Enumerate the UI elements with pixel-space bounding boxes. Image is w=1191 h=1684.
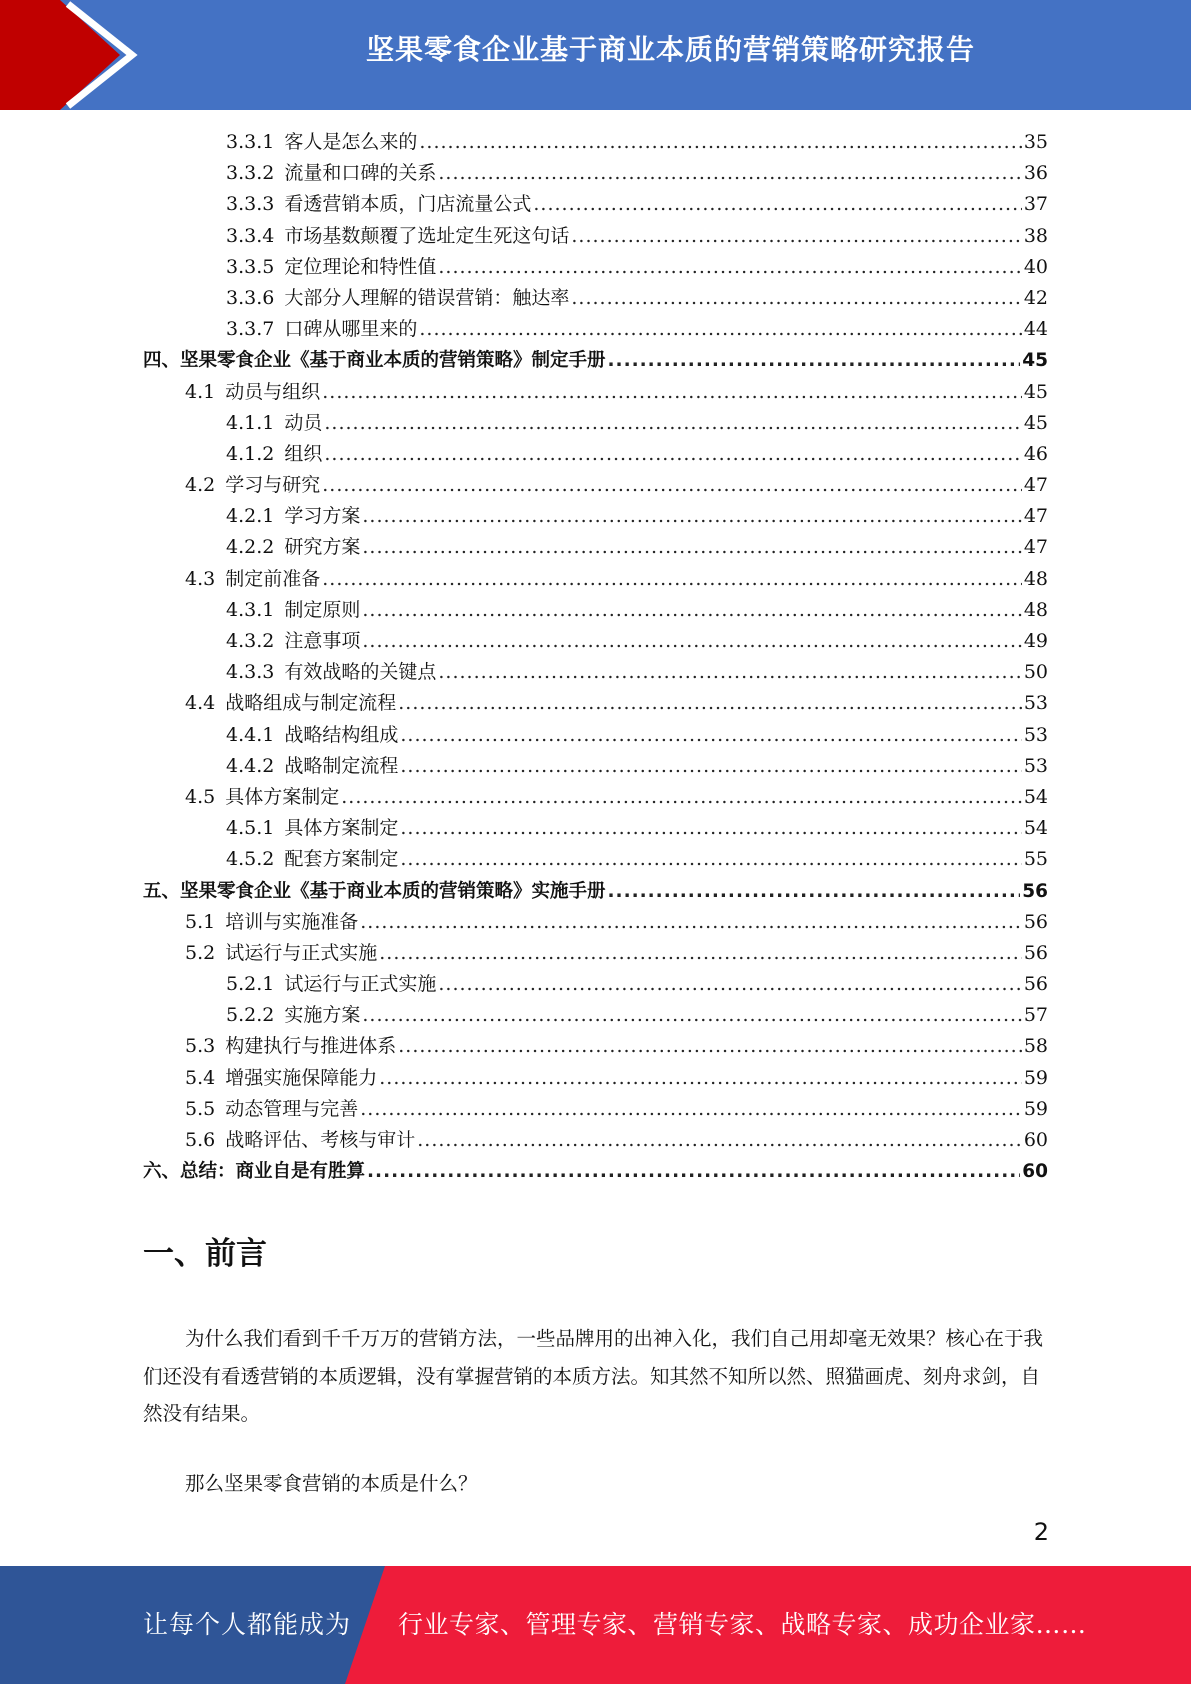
toc-entry-number: 3.3.2 [226, 162, 275, 185]
toc-entry-page: 36 [1023, 162, 1048, 185]
toc-entry-page: 50 [1023, 661, 1048, 684]
toc-entry-number: 4.4 [185, 692, 216, 715]
body-paragraph: 为什么我们看到千千万万的营销方法，一些品牌用的出神入化，我们自己用却毫无效果？核心在于我们还没有看透营销的本质逻辑，没有掌握营销的本质方法。知其然不知所以然、照猫画虎、刻舟求剑，自然没有结果。 [143, 1327, 1044, 1425]
toc-entry-page: 60 [1023, 1129, 1048, 1151]
toc-entry[interactable] [143, 720, 1048, 751]
toc-entry[interactable] [143, 221, 1048, 252]
toc-entry-title: 流量和口碑的关系 [284, 162, 437, 185]
toc-entry-title: 六、总结：商业自是有胜算 [143, 1161, 366, 1183]
toc-entry-title: 实施方案 [284, 1004, 361, 1027]
table-of-contents [143, 127, 1048, 1187]
toc-entry-number: 5.5 [185, 1097, 216, 1120]
toc-entry-number: 4.2.2 [226, 536, 275, 559]
toc-entry-number: 5.1 [185, 910, 216, 933]
toc-entry[interactable] [143, 501, 1048, 532]
toc-entry[interactable] [143, 408, 1048, 439]
toc-entry-page: 40 [1023, 255, 1048, 278]
toc-entry-title: 口碑从哪里来的 [284, 318, 418, 341]
toc-entry-title: 大部分人理解的错误营销：触达率 [284, 286, 570, 309]
toc-entry-number: 3.3.3 [226, 193, 275, 216]
toc-entry[interactable] [143, 1063, 1048, 1094]
toc-entry-title: 四、坚果零食企业《基于商业本质的营销策略》制定手册 [143, 350, 606, 372]
toc-entry[interactable] [143, 158, 1048, 189]
toc-dot-leader [438, 969, 1021, 1000]
toc-entry-number: 5.2 [185, 941, 216, 964]
toc-entry-page: 53 [1023, 754, 1048, 777]
toc-entry-title: 注意事项 [284, 630, 361, 652]
toc-entry-number: 4.4.2 [226, 754, 275, 777]
toc-entry-page: 45 [1023, 411, 1048, 434]
toc-entry[interactable] [143, 969, 1048, 1000]
toc-entry-number: 5.2.1 [226, 973, 275, 996]
toc-dot-leader [438, 252, 1021, 283]
toc-entry-page: 44 [1023, 318, 1048, 341]
toc-entry[interactable] [143, 470, 1048, 501]
footer-banner [0, 1566, 1191, 1684]
toc-entry-number: 3.3.4 [226, 224, 275, 247]
toc-entry[interactable] [143, 876, 1048, 907]
toc-dot-leader [362, 501, 1021, 532]
toc-entry[interactable] [143, 595, 1048, 626]
toc-entry[interactable] [143, 688, 1048, 719]
toc-dot-leader [438, 657, 1021, 688]
toc-entry-page: 53 [1023, 723, 1048, 746]
toc-entry-title: 有效战略的关键点 [284, 661, 437, 684]
toc-entry-page: 57 [1023, 1004, 1048, 1027]
toc-entry[interactable] [143, 1094, 1048, 1125]
toc-entry-title: 研究方案 [284, 536, 361, 559]
toc-entry-number: 3.3.1 [226, 131, 275, 153]
toc-dot-leader [341, 782, 1022, 813]
toc-entry-page: 42 [1023, 286, 1048, 309]
toc-entry[interactable] [143, 532, 1048, 563]
toc-entry-page: 37 [1023, 193, 1048, 216]
toc-entry-page: 59 [1023, 1066, 1048, 1089]
toc-entry-title: 增强实施保障能力 [225, 1066, 378, 1089]
toc-entry-number: 4.5.1 [226, 817, 275, 840]
toc-dot-leader [367, 1156, 1020, 1187]
toc-dot-leader [571, 221, 1021, 252]
toc-entry-number: 3.3.5 [226, 255, 275, 278]
toc-entry-title: 定位理论和特性值 [284, 255, 437, 278]
toc-entry[interactable] [143, 377, 1048, 408]
toc-entry[interactable] [143, 345, 1048, 376]
toc-dot-leader [533, 189, 1021, 220]
header-banner [0, 0, 1191, 110]
toc-dot-leader [398, 1031, 1022, 1062]
toc-entry-number: 4.2 [185, 474, 216, 497]
toc-entry-title: 学习与研究 [225, 474, 321, 497]
toc-dot-leader [398, 688, 1022, 719]
toc-entry-number: 4.3.2 [226, 630, 275, 652]
toc-entry-title: 配套方案制定 [284, 848, 399, 871]
toc-entry-title: 具体方案制定 [225, 785, 340, 808]
toc-entry[interactable] [143, 252, 1048, 283]
toc-entry-number: 4.1 [185, 380, 216, 403]
toc-entry-number: 3.3.7 [226, 318, 275, 341]
toc-dot-leader [362, 626, 1021, 657]
toc-entry-number: 4.3.1 [226, 598, 275, 621]
toc-entry-number: 4.1.2 [226, 442, 275, 465]
toc-entry-title: 试运行与正式实施 [225, 941, 378, 964]
toc-entry-number: 4.5 [185, 785, 216, 808]
toc-dot-leader [419, 314, 1021, 345]
toc-entry[interactable] [143, 751, 1048, 782]
toc-entry-page: 59 [1023, 1097, 1048, 1120]
toc-entry[interactable] [143, 189, 1048, 220]
toc-entry-title: 动员 [284, 411, 323, 434]
toc-dot-leader [608, 345, 1021, 376]
toc-entry-title: 制定原则 [284, 598, 361, 621]
toc-dot-leader [362, 532, 1021, 563]
toc-entry-page: 48 [1023, 598, 1048, 621]
toc-entry-title: 战略制定流程 [284, 754, 399, 777]
toc-entry-title: 市场基数颠覆了选址定生死这句话 [284, 224, 570, 247]
toc-entry-title: 战略组成与制定流程 [225, 692, 397, 715]
footer-slogan-left: 让每个人都能成为 [143, 1610, 352, 1639]
toc-entry[interactable] [143, 844, 1048, 875]
toc-dot-leader [571, 283, 1021, 314]
toc-entry-title: 具体方案制定 [284, 817, 399, 840]
page-number: 2 [1033, 1518, 1049, 1546]
toc-dot-leader [322, 470, 1022, 501]
toc-entry-number: 5.4 [185, 1066, 216, 1089]
toc-entry-title: 组织 [284, 442, 323, 465]
toc-entry-number: 4.2.1 [226, 505, 275, 528]
footer-slogan-right: 行业专家、管理专家、营销专家、战略专家、成功企业家…… [398, 1610, 1087, 1639]
toc-entry-number: 4.4.1 [226, 723, 275, 746]
toc-dot-leader [379, 938, 1022, 969]
toc-entry-number: 5.3 [185, 1035, 216, 1058]
toc-dot-leader [400, 844, 1021, 875]
toc-entry-title: 战略结构组成 [284, 723, 399, 746]
toc-entry-title: 试运行与正式实施 [284, 973, 437, 996]
toc-entry-page: 49 [1023, 630, 1048, 652]
toc-entry[interactable] [143, 938, 1048, 969]
toc-dot-leader [360, 1094, 1022, 1125]
toc-entry-page: 45 [1022, 350, 1048, 372]
toc-dot-leader [322, 564, 1022, 595]
toc-dot-leader [400, 720, 1021, 751]
toc-entry[interactable] [143, 1156, 1048, 1187]
toc-dot-leader [324, 408, 1021, 439]
toc-entry-number: 5.2.2 [226, 1004, 275, 1027]
toc-dot-leader [362, 595, 1021, 626]
toc-entry-page: 55 [1023, 848, 1048, 871]
toc-entry-page: 56 [1022, 880, 1048, 902]
toc-entry-number: 4.3.3 [226, 661, 275, 684]
toc-entry-number: 5.6 [185, 1129, 216, 1151]
toc-entry-page: 35 [1023, 131, 1048, 153]
toc-dot-leader [362, 1000, 1021, 1031]
toc-entry-page: 54 [1023, 785, 1048, 808]
toc-dot-leader [438, 158, 1021, 189]
toc-entry-title: 培训与实施准备 [225, 910, 359, 933]
toc-entry-title: 制定前准备 [225, 567, 321, 590]
toc-entry[interactable] [143, 1000, 1048, 1031]
toc-entry-page: 56 [1023, 941, 1048, 964]
toc-dot-leader [400, 813, 1021, 844]
toc-entry-number: 3.3.6 [226, 286, 275, 309]
toc-dot-leader [417, 1125, 1022, 1156]
toc-entry-page: 45 [1023, 380, 1048, 403]
toc-entry-title: 动态管理与完善 [225, 1097, 359, 1120]
toc-entry[interactable] [143, 782, 1048, 813]
body-paragraph: 那么坚果零食营销的本质是什么？ [185, 1472, 478, 1495]
toc-entry-number: 4.5.2 [226, 848, 275, 871]
toc-entry-page: 38 [1023, 224, 1048, 247]
toc-entry-title: 看透营销本质，门店流量公式 [284, 193, 532, 216]
toc-entry-page: 47 [1023, 536, 1048, 559]
toc-entry[interactable] [143, 813, 1048, 844]
toc-entry-title: 动员与组织 [225, 380, 321, 403]
toc-dot-leader [379, 1063, 1022, 1094]
toc-entry[interactable] [143, 1031, 1048, 1062]
section-heading: 一、前言 [143, 1236, 267, 1272]
toc-entry-page: 47 [1023, 505, 1048, 528]
toc-entry-page: 48 [1023, 567, 1048, 590]
toc-entry[interactable] [143, 907, 1048, 938]
toc-entry-page: 60 [1022, 1161, 1048, 1183]
toc-entry-title: 五、坚果零食企业《基于商业本质的营销策略》实施手册 [143, 880, 606, 902]
toc-entry[interactable] [143, 439, 1048, 470]
toc-dot-leader [360, 907, 1022, 938]
toc-entry-page: 54 [1023, 817, 1048, 840]
toc-entry[interactable] [143, 314, 1048, 345]
toc-entry[interactable] [143, 564, 1048, 595]
toc-entry[interactable] [143, 626, 1048, 657]
toc-dot-leader [608, 876, 1021, 907]
toc-entry[interactable] [143, 127, 1048, 158]
toc-entry-page: 56 [1023, 910, 1048, 933]
document-title: 坚果零食企业基于商业本质的营销策略研究报告 [365, 33, 975, 66]
toc-entry-page: 53 [1023, 692, 1048, 715]
toc-entry-title: 学习方案 [284, 505, 361, 528]
toc-entry[interactable] [143, 1125, 1048, 1156]
toc-entry-page: 58 [1023, 1035, 1048, 1058]
toc-entry-number: 4.1.1 [226, 411, 275, 434]
toc-entry-page: 46 [1023, 442, 1048, 465]
toc-dot-leader [400, 751, 1021, 782]
toc-entry-page: 56 [1023, 973, 1048, 996]
toc-entry-number: 4.3 [185, 567, 216, 590]
toc-dot-leader [324, 439, 1021, 470]
toc-entry[interactable] [143, 283, 1048, 314]
toc-entry-page: 47 [1023, 474, 1048, 497]
toc-entry-title: 客人是怎么来的 [284, 131, 418, 153]
toc-dot-leader [322, 377, 1022, 408]
toc-entry[interactable] [143, 657, 1048, 688]
toc-entry-title: 构建执行与推进体系 [225, 1035, 397, 1058]
toc-dot-leader [419, 127, 1021, 158]
toc-entry-title: 战略评估、考核与审计 [225, 1129, 416, 1151]
